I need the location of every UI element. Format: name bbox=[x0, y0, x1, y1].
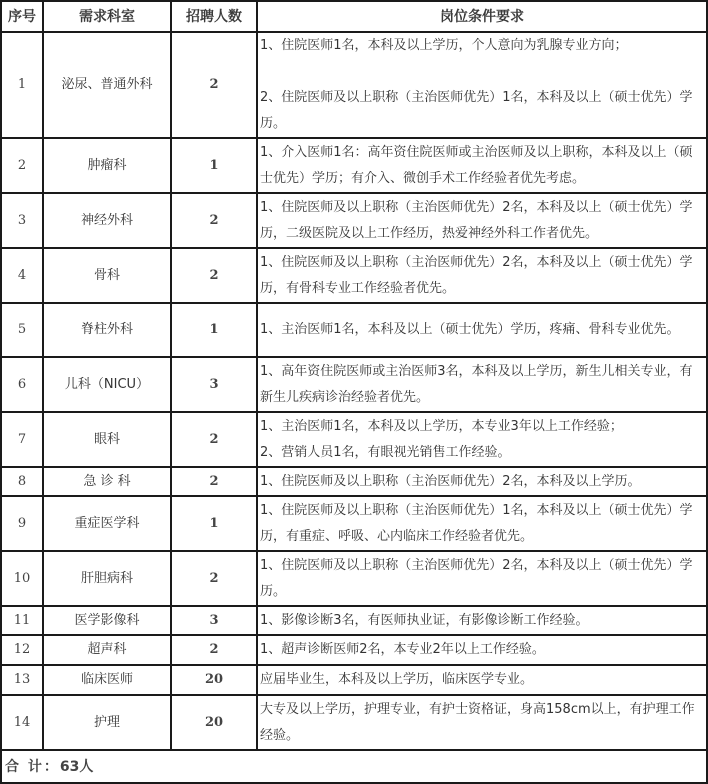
row-department: 临床医师 bbox=[43, 665, 171, 695]
row-requirements bbox=[257, 412, 707, 467]
header-department: 需求科室 bbox=[43, 1, 171, 32]
row-no: 1 bbox=[1, 32, 43, 138]
row-requirements bbox=[257, 138, 707, 193]
row-count: 1 bbox=[171, 303, 257, 357]
row-count: 3 bbox=[171, 606, 257, 635]
table-row bbox=[1, 138, 707, 193]
header-requirements: 岗位条件要求 bbox=[257, 1, 707, 32]
row-requirements bbox=[257, 606, 707, 635]
requirement-line: 1、影像诊断3名，有医师执业证，有影像诊断工作经验。 bbox=[260, 612, 589, 628]
row-count: 2 bbox=[171, 412, 257, 467]
table-row bbox=[1, 193, 707, 248]
row-no: 9 bbox=[1, 496, 43, 551]
header-no: 序号 bbox=[1, 1, 43, 32]
table-row bbox=[1, 357, 707, 412]
total-cell bbox=[1, 750, 707, 783]
row-no: 14 bbox=[1, 695, 43, 750]
row-no: 10 bbox=[1, 551, 43, 606]
row-requirements bbox=[257, 467, 707, 496]
row-requirements bbox=[257, 695, 707, 750]
row-no: 2 bbox=[1, 138, 43, 193]
row-department: 医学影像科 bbox=[43, 606, 171, 635]
row-requirements bbox=[257, 551, 707, 606]
row-department: 肿瘤科 bbox=[43, 138, 171, 193]
requirement-line: 1、住院医师及以上职称（主治医师优先）2名，本科及以上（硕士优先）学历。 bbox=[260, 557, 693, 599]
row-count: 2 bbox=[171, 635, 257, 665]
row-requirements bbox=[257, 193, 707, 248]
row-requirements bbox=[257, 32, 707, 138]
total-label: 合 计： bbox=[5, 758, 60, 775]
header-count: 招聘人数 bbox=[171, 1, 257, 32]
row-count: 3 bbox=[171, 357, 257, 412]
requirement-line: 2、住院医师及以上职称（主治医师优先）1名，本科及以上（硕士优先）学历。 bbox=[260, 90, 693, 131]
row-count: 20 bbox=[171, 665, 257, 695]
row-count: 2 bbox=[171, 193, 257, 248]
header-row bbox=[1, 1, 707, 32]
row-department: 儿科（NICU） bbox=[43, 357, 171, 412]
spacer bbox=[260, 59, 703, 85]
row-department: 骨科 bbox=[43, 248, 171, 303]
table-row bbox=[1, 551, 707, 606]
row-count: 1 bbox=[171, 138, 257, 193]
row-no: 13 bbox=[1, 665, 43, 695]
row-no: 6 bbox=[1, 357, 43, 412]
row-count: 2 bbox=[171, 551, 257, 606]
row-department: 急 诊 科 bbox=[43, 467, 171, 496]
table-row bbox=[1, 635, 707, 665]
table-row bbox=[1, 32, 707, 138]
requirement-line: 1、介入医师1名：高年资住院医师或主治医师及以上职称，本科及以上（硕士优先）学历；有介入、微创手术工作经验者优先考虑。 bbox=[260, 144, 693, 186]
requirement-line: 1、主治医师1名，本科及以上学历，本专业3年以上工作经验； bbox=[260, 418, 623, 434]
requirement-line: 应届毕业生，本科及以上学历，临床医学专业。 bbox=[260, 672, 534, 687]
table-row bbox=[1, 665, 707, 695]
requirement-line: 大专及以上学历，护理专业，有护士资格证，身高158cm以上，有护理工作经验。 bbox=[260, 701, 695, 743]
row-count: 1 bbox=[171, 496, 257, 551]
row-count: 2 bbox=[171, 467, 257, 496]
row-department: 重症医学科 bbox=[43, 496, 171, 551]
row-no: 3 bbox=[1, 193, 43, 248]
row-department: 神经外科 bbox=[43, 193, 171, 248]
table-row bbox=[1, 248, 707, 303]
row-department: 超声科 bbox=[43, 635, 171, 665]
row-count: 2 bbox=[171, 32, 257, 138]
requirement-line: 2、营销人员1名，有眼视光销售工作经验。 bbox=[260, 444, 511, 460]
row-no: 12 bbox=[1, 635, 43, 665]
row-requirements bbox=[257, 635, 707, 665]
requirement-line: 1、住院医师及以上职称（主治医师优先）2名，本科及以上（硕士优先）学历，二级医院及以上工作经历，热爱神经外科工作者优先。 bbox=[260, 199, 693, 241]
table-row bbox=[1, 606, 707, 635]
row-no: 8 bbox=[1, 467, 43, 496]
row-requirements bbox=[257, 665, 707, 695]
row-count: 2 bbox=[171, 248, 257, 303]
row-no: 5 bbox=[1, 303, 43, 357]
total-value: 63人 bbox=[59, 758, 94, 775]
requirement-line: 1、住院医师及以上职称（主治医师优先）1名，本科及以上（硕士优先）学历，有重症、呼吸、心内临床工作经验者优先。 bbox=[260, 502, 693, 544]
row-count: 20 bbox=[171, 695, 257, 750]
row-requirements bbox=[257, 248, 707, 303]
table-row bbox=[1, 467, 707, 496]
row-requirements bbox=[257, 357, 707, 412]
row-department: 脊柱外科 bbox=[43, 303, 171, 357]
table-row bbox=[1, 496, 707, 551]
table-row bbox=[1, 695, 707, 750]
total-row bbox=[1, 750, 707, 783]
requirement-line: 1、高年资住院医师或主治医师3名，本科及以上学历，新生儿相关专业，有新生儿疾病诊治经验者优先。 bbox=[260, 363, 693, 405]
table-row bbox=[1, 303, 707, 357]
row-requirements bbox=[257, 496, 707, 551]
requirement-line: 1、主治医师1名，本科及以上（硕士优先）学历，疼痛、骨科专业优先。 bbox=[260, 322, 680, 337]
requirement-line: 1、住院医师及以上职称（主治医师优先）2名，本科及以上学历。 bbox=[260, 473, 641, 489]
row-no: 4 bbox=[1, 248, 43, 303]
row-no: 11 bbox=[1, 606, 43, 635]
requirement-line: 1、住院医师及以上职称（主治医师优先）2名，本科及以上（硕士优先）学历，有骨科专业工作经验者优先。 bbox=[260, 254, 693, 296]
table-row bbox=[1, 412, 707, 467]
requirement-line: 1、超声诊断医师2名，本专业2年以上工作经验。 bbox=[260, 642, 545, 657]
row-requirements bbox=[257, 303, 707, 357]
requirement-line: 1、住院医师1名，本科及以上学历，个人意向为乳腺专业方向； bbox=[260, 38, 628, 53]
row-no: 7 bbox=[1, 412, 43, 467]
row-department: 泌尿、普通外科 bbox=[43, 32, 171, 138]
row-department: 眼科 bbox=[43, 412, 171, 467]
row-department: 肝胆病科 bbox=[43, 551, 171, 606]
row-department: 护理 bbox=[43, 695, 171, 750]
